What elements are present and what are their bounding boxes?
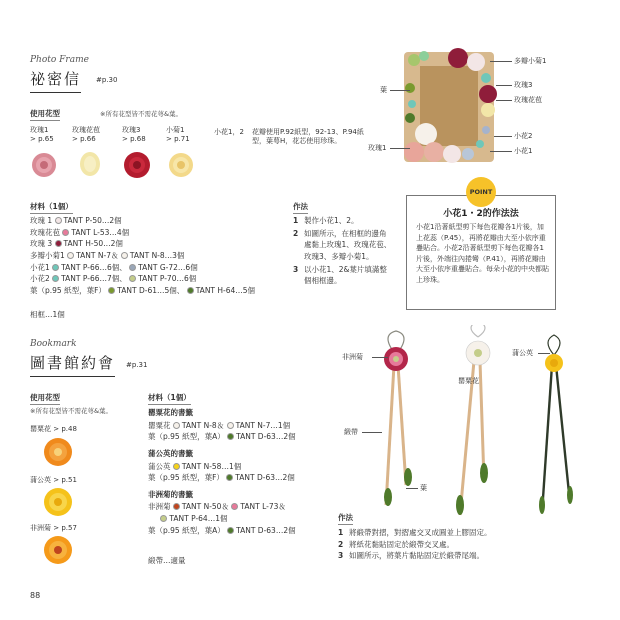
section2-script-title: Bookmark <box>30 339 77 349</box>
step-row <box>293 228 393 263</box>
flower-page: > p.57 <box>53 524 77 532</box>
point-title: 小花1・2的作法法 <box>443 209 519 219</box>
rosebud-image <box>80 152 100 176</box>
material-label: 玫瑰 3 <box>30 239 53 249</box>
section2-page-ref: #p.31 <box>126 361 148 369</box>
color-dot <box>173 503 180 510</box>
flower-page: > p.68 <box>122 135 146 144</box>
section1-title: 祕密信 <box>30 68 81 93</box>
color-dot <box>160 515 167 522</box>
section1-flower-images <box>30 150 220 182</box>
section2-flowers-head: 使用花型 <box>30 392 60 405</box>
small-flower-label: 小花1，2 <box>214 128 244 136</box>
step-number: 3 <box>293 264 299 274</box>
point-text: 小花1沿著紙型剪下每色花瓣各1片後，加上花蕊（P.45），再將花瓣由大至小依序重疊貼合。小花2沿著紙型剪下每色花瓣各1片後，外端往內捲彎（P.41），再將花瓣由大至小依序重疊貼合。每朵小花的中央都貼上珍珠。 <box>416 223 549 284</box>
callout-smallflower2: 小花2 <box>514 132 533 140</box>
material-item: TANT D-63…2個 <box>236 525 296 535</box>
section2-flower-images <box>40 434 80 574</box>
page-number: 88 <box>30 591 41 600</box>
rose3-image <box>124 152 150 178</box>
flower-page: > p.51 <box>53 476 77 484</box>
material-row <box>30 273 285 285</box>
material-label: 玫瑰 1 <box>30 216 53 225</box>
section1-flowers-head: 使用花型 <box>30 108 60 121</box>
group-title: 非洲菊的書籤 <box>148 489 193 499</box>
material-label: 非洲菊 <box>148 502 171 512</box>
color-dot <box>52 264 59 271</box>
flower-rose1 <box>30 126 70 145</box>
flower-rose3 <box>122 126 162 145</box>
step-text: 將紙花黏貼固定於緞帶交叉處。 <box>349 539 454 549</box>
step-text: 製作小花1、2。 <box>304 216 359 225</box>
flower-name: 玫瑰1 <box>30 126 49 134</box>
material-row <box>148 431 328 443</box>
material-row <box>30 285 285 297</box>
dandelion-image <box>44 488 72 516</box>
color-dot <box>129 275 136 282</box>
step-number: 1 <box>338 528 344 537</box>
material-label: 小花1 <box>30 262 50 272</box>
color-dot <box>231 503 238 510</box>
step-number: 2 <box>293 228 299 238</box>
material-label: 葉（p.95 紙型，葉A） <box>148 432 225 442</box>
callout-poppy: 罌粟花 <box>458 377 479 385</box>
callout-ribbon: 緞帶 <box>344 428 358 436</box>
callout-gerbera: 非洲菊 <box>342 353 363 361</box>
material-label: 葉（p.95 紙型，葉F） <box>30 285 106 295</box>
material-item: TANT N-58…1個 <box>181 461 242 471</box>
material-label: 玫瑰花苞 <box>30 227 60 237</box>
material-item: TANT D-61…5個、 <box>117 285 185 295</box>
color-dot <box>108 287 115 294</box>
flower-name: 玫瑰3 <box>122 126 141 134</box>
ribbon-item: 緞帶…適量 <box>148 556 186 565</box>
step-row <box>338 527 588 539</box>
material-row <box>30 238 285 250</box>
material-row <box>30 262 285 274</box>
photo-frame-image <box>400 48 500 166</box>
color-dot <box>121 252 128 259</box>
point-badge: POINT <box>466 177 496 207</box>
material-row <box>30 227 285 239</box>
color-dot <box>173 422 180 429</box>
callout-leaf: 葉 <box>380 86 387 94</box>
poppy-image <box>44 438 72 466</box>
section2-materials-list <box>148 407 328 541</box>
material-item: TANT P-66…6個、 <box>61 262 127 272</box>
callout-daisy1: 多瓣小菊1 <box>514 57 547 65</box>
section1-script-title: Photo Frame <box>30 55 89 65</box>
step-number: 1 <box>293 216 299 225</box>
material-row <box>30 215 285 227</box>
step-number: 3 <box>338 551 344 561</box>
material-item: TANT H-64…5個 <box>195 285 256 295</box>
callout-dandelion: 蒲公英 <box>512 349 533 357</box>
flower-daisy1 <box>166 126 206 145</box>
flower-name: 罌粟花 <box>30 425 51 433</box>
small-flower-desc: 花瓣使用P.92紙型，92-13、P.94紙型，葉萼H，花芯使用珍珠。 <box>252 128 364 146</box>
step-text: 如圖所示，在相框的邊角處黏上玫瑰1、玫瑰花苞、玫瑰3、多瓣小菊1。 <box>304 228 392 261</box>
material-item: TANT D-63…2個 <box>235 473 295 483</box>
material-row <box>148 461 328 473</box>
bookmarks-image <box>360 325 590 525</box>
rose1-image <box>32 153 56 177</box>
flower-page: > p.66 <box>72 135 96 144</box>
flower-rosebud <box>72 126 112 145</box>
material-row <box>148 472 328 484</box>
color-dot <box>227 527 234 534</box>
material-row <box>148 525 328 537</box>
callout-rose1: 玫瑰1 <box>368 144 387 152</box>
material-label: 葉（p.95 紙型，葉A） <box>148 525 225 535</box>
section2-title: 圖書館約會 <box>30 352 115 377</box>
material-item: TANT P-50…2個 <box>63 216 122 225</box>
material-item: TANT G-72…6個 <box>138 262 198 272</box>
material-item: TANT N-7…1個 <box>235 420 291 430</box>
material-label: 葉（p.95 紙型，葉F） <box>148 473 224 483</box>
section1-steps <box>293 215 393 288</box>
material-group <box>148 407 328 443</box>
section2-flowers-note: ※所有花型皆不需花萼&葉。 <box>30 407 113 415</box>
section1-flowers-note: ※所有花型皆不需花萼&葉。 <box>100 110 183 118</box>
section1-page-ref: #p.30 <box>96 76 118 84</box>
daisy1-image <box>169 153 193 177</box>
material-row <box>148 420 328 432</box>
gerbera-bookmark <box>384 331 412 506</box>
color-dot <box>62 229 69 236</box>
flower-name: 蒲公英 <box>30 476 51 484</box>
flower-name: 非洲菊 <box>30 524 51 532</box>
color-dot <box>67 252 74 259</box>
material-label: 罌粟花 <box>148 420 171 430</box>
color-dot <box>227 433 234 440</box>
gerbera-image <box>44 536 72 564</box>
section2-steps <box>338 527 588 562</box>
step-text: 將緞帶對摺，對摺處交叉成圓並上膠固定。 <box>349 528 492 537</box>
flower-page: > p.48 <box>53 425 77 433</box>
section1-materials-list <box>30 215 285 296</box>
material-item: TANT P-66…7個、 <box>61 274 127 284</box>
material-group <box>148 489 328 537</box>
material-label: 蒲公英 <box>148 461 171 471</box>
material-item: TANT N-7＆ <box>76 250 119 260</box>
material-item: TANT N-8…3個 <box>129 250 185 260</box>
color-dot <box>226 474 233 481</box>
material-item: TANT H-50…2個 <box>63 239 123 249</box>
material-row <box>148 501 328 513</box>
callout-rosebud: 玫瑰花苞 <box>514 96 542 104</box>
color-dot <box>52 275 59 282</box>
group-title: 蒲公英的書籤 <box>148 448 193 458</box>
step-row <box>293 264 393 287</box>
material-row <box>30 250 285 262</box>
group-title: 罌粟花的書籤 <box>148 408 193 417</box>
color-dot <box>55 240 62 247</box>
flower-name: 玫瑰花苞 <box>72 126 100 134</box>
step-text: 如圖所示，將葉片黏貼固定於緞帶尾端。 <box>349 551 484 561</box>
callout-rose3: 玫瑰3 <box>514 81 533 89</box>
poppy-bookmark <box>456 325 490 515</box>
color-dot <box>129 264 136 271</box>
material-item: TANT N-8＆ <box>181 420 225 430</box>
flower-page: > p.65 <box>30 135 54 144</box>
step-text: 以小花1、2&葉片填滿整個相框邊。 <box>304 264 387 286</box>
material-group <box>148 448 328 484</box>
material-item: TANT L-73＆ <box>240 502 286 512</box>
section2-method-head: 作法 <box>338 512 353 525</box>
material-label: 小花2 <box>30 274 50 284</box>
color-dot <box>187 287 194 294</box>
material-item: TANT N-50＆ <box>181 502 229 512</box>
flower-page: > p.71 <box>166 135 190 144</box>
step-row <box>338 550 588 562</box>
section2-materials-head: 材料（1個） <box>148 392 191 405</box>
color-dot <box>227 422 234 429</box>
material-label: 多瓣小菊1 <box>30 250 65 260</box>
step-row <box>338 539 588 551</box>
material-item: TANT D-63…2個 <box>236 432 296 442</box>
material-item: TANT P-64…1個 <box>169 514 228 523</box>
material-row <box>148 513 328 525</box>
flower-name: 小菊1 <box>166 126 185 134</box>
color-dot <box>173 463 180 470</box>
material-item: TANT L-53…4個 <box>71 227 130 237</box>
section1-materials-head: 材料（1個） <box>30 201 73 214</box>
step-number: 2 <box>338 539 344 549</box>
section1-method-head: 作法 <box>293 201 308 214</box>
callout-leaf2: 葉 <box>420 484 427 492</box>
callout-smallflower1: 小花1 <box>514 147 533 155</box>
material-item: TANT P-70…6個 <box>138 274 197 284</box>
dandelion-bookmark <box>539 335 573 514</box>
step-row <box>293 215 393 227</box>
frame-item: 相框…1個 <box>30 310 65 319</box>
color-dot <box>55 217 62 224</box>
